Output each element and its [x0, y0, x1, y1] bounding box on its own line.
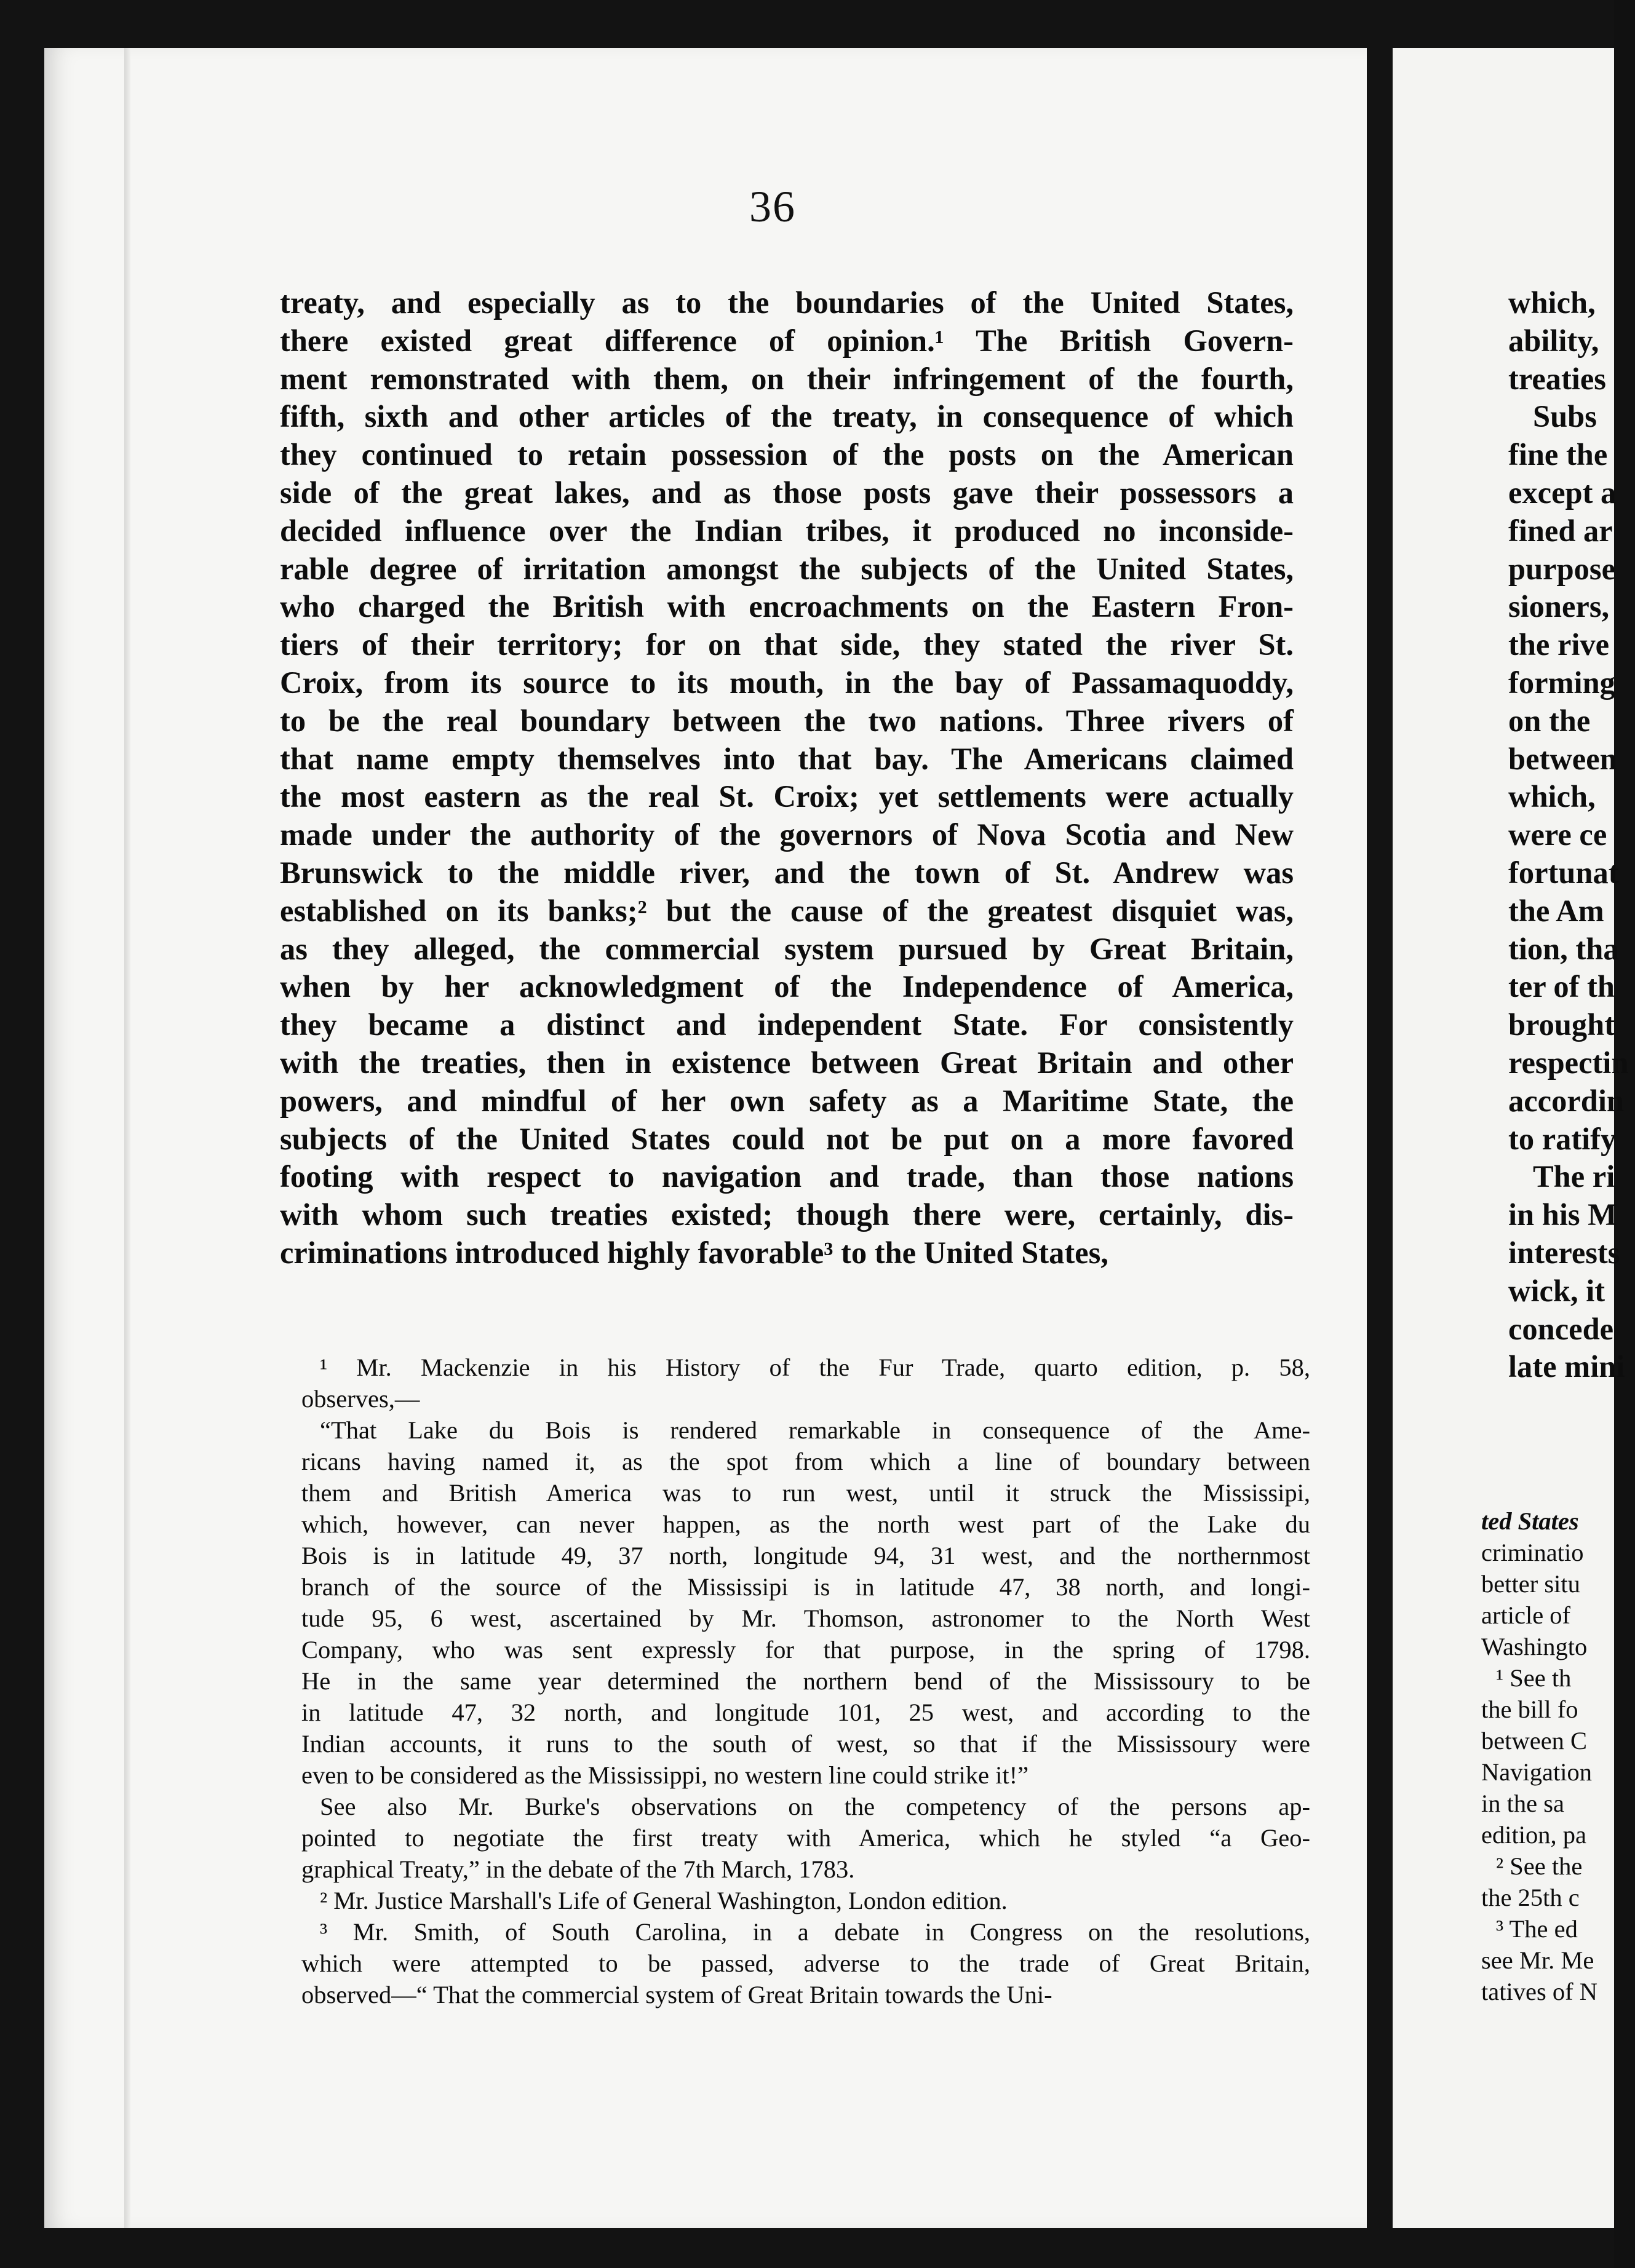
- body-line: there existed great difference of opinion.¹ The British Govern-: [280, 323, 1294, 358]
- body-line: to be the real boundary between the two nations. Three rivers of: [280, 703, 1294, 738]
- right-page-line: concede: [1508, 1311, 1614, 1346]
- right-page-line: fortunat: [1508, 855, 1619, 890]
- right-page-line: were ce: [1508, 817, 1607, 852]
- right-footnote-line: tatives of N: [1481, 1978, 1597, 2005]
- body-line: they became a distinct and independent State. For consistently: [280, 1007, 1294, 1042]
- footnote-line: Company, who was sent expressly for that purpose, in the spring of 1798.: [301, 1636, 1310, 1663]
- footnote-line: “That Lake du Bois is rendered remarkable in consequence of the Ame-: [320, 1416, 1310, 1444]
- right-footnote-line: Washingto: [1481, 1633, 1588, 1660]
- right-page-line: purpose: [1508, 551, 1615, 586]
- right-page-line: forming: [1508, 665, 1615, 700]
- right-page-line: respectin: [1508, 1045, 1629, 1080]
- body-line: with whom such treaties existed; though there were, certainly, dis-: [280, 1197, 1294, 1232]
- right-footnote-line: ² See the: [1496, 1852, 1583, 1880]
- right-page-line: tion, tha: [1508, 931, 1619, 966]
- body-line: treaty, and especially as to the boundaries of the United States,: [280, 285, 1294, 320]
- body-line: that name empty themselves into that bay. The Americans claimed: [280, 741, 1294, 776]
- right-page-line: in his M: [1508, 1197, 1617, 1232]
- right-footnote-line: article of: [1481, 1601, 1571, 1629]
- right-page-line: The ri: [1533, 1159, 1615, 1194]
- right-page-line: the Am: [1508, 893, 1604, 928]
- body-line: as they alleged, the commercial system pursued by Great Britain,: [280, 931, 1294, 966]
- right-page-line: treaties: [1508, 361, 1606, 396]
- right-page-line: sioners,: [1508, 589, 1610, 624]
- right-page-line: to ratify: [1508, 1121, 1617, 1156]
- footnote-line: them and British America was to run west, until it struck the Mississipi,: [301, 1479, 1310, 1507]
- footnote-line: ² Mr. Justice Marshall's Life of General Washington, London edition.: [320, 1887, 1008, 1914]
- right-footnote-line: ted States: [1481, 1507, 1579, 1535]
- footnote-line: See also Mr. Burke's observations on the competency of the persons ap-: [320, 1793, 1310, 1820]
- body-line: when by her acknowledgment of the Independence of America,: [280, 969, 1294, 1004]
- right-page-footnotes: [1481, 1505, 1635, 2007]
- body-line: made under the authority of the governors of Nova Scotia and New: [280, 817, 1294, 852]
- right-page-line: accordin: [1508, 1083, 1624, 1118]
- right-footnote-line: Navigation: [1481, 1758, 1592, 1786]
- body-line: the most eastern as the real St. Croix; yet settlements were actually: [280, 779, 1294, 814]
- right-page-line: ter of th: [1508, 969, 1615, 1004]
- right-page-text: [1508, 284, 1631, 1386]
- body-line: decided influence over the Indian tribes, it produced no inconside-: [280, 513, 1294, 548]
- body-line: footing with respect to navigation and trade, than those nations: [280, 1159, 1294, 1194]
- body-line: tiers of their territory; for on that side, they stated the river St.: [280, 627, 1294, 662]
- body-line: Brunswick to the middle river, and the town of St. Andrew was: [280, 855, 1294, 890]
- right-footnote-line: between C: [1481, 1727, 1588, 1755]
- footnote-line: He in the same year determined the northern bend of the Mississoury to be: [301, 1667, 1310, 1695]
- body-line: subjects of the United States could not be put on a more favored: [280, 1121, 1294, 1156]
- footnote-line: observes,—: [301, 1385, 420, 1413]
- right-page-line: interests: [1508, 1235, 1620, 1270]
- right-page-line: which,: [1508, 285, 1596, 320]
- footnote-line: ¹ Mr. Mackenzie in his History of the Fur Trade, quarto edition, p. 58,: [320, 1354, 1310, 1381]
- right-page-line: which,: [1508, 779, 1596, 814]
- right-page-line: wick, it: [1508, 1273, 1605, 1308]
- footnote-line: ³ Mr. Smith, of South Carolina, in a debate in Congress on the resolutions,: [320, 1918, 1310, 1946]
- right-page-line: ability,: [1508, 323, 1599, 358]
- page-fold-shadow: [124, 48, 130, 2228]
- body-line: with the treaties, then in existence between Great Britain and other: [280, 1045, 1294, 1080]
- footnote-line: in latitude 47, 32 north, and longitude 101, 25 west, and according to the: [301, 1699, 1310, 1726]
- page-number: 36: [749, 182, 796, 231]
- footnote-line: even to be considered as the Mississippi, no western line could strike it!”: [301, 1761, 1029, 1789]
- right-footnote-line: ¹ See th: [1496, 1664, 1572, 1692]
- body-line: ment remonstrated with them, on their infringement of the fourth,: [280, 361, 1294, 396]
- footnote-line: observed—“ That the commercial system of Great Britain towards the Uni-: [301, 1981, 1052, 2008]
- body-line: they continued to retain possession of the posts on the American: [280, 437, 1294, 472]
- right-page-line: late mini: [1508, 1349, 1625, 1384]
- right-page-line: fine the: [1508, 437, 1608, 472]
- footnote-line: Bois is in latitude 49, 37 north, longitude 94, 31 west, and the northernmost: [301, 1542, 1310, 1569]
- footnotes: [301, 1352, 1310, 2010]
- body-text: [280, 284, 1294, 1272]
- body-line: fifth, sixth and other articles of the treaty, in consequence of which: [280, 399, 1294, 434]
- right-footnote-line: ³ The ed: [1496, 1915, 1578, 1943]
- footnote-line: ricans having named it, as the spot from which a line of boundary between: [301, 1448, 1310, 1475]
- footnote-line: Indian accounts, it runs to the south of west, so that if the Mississoury were: [301, 1730, 1310, 1758]
- right-footnote-line: in the sa: [1481, 1790, 1564, 1817]
- right-page-line: except a: [1508, 475, 1617, 510]
- right-footnote-line: better situ: [1481, 1570, 1580, 1598]
- body-line: who charged the British with encroachments on the Eastern Fron-: [280, 589, 1294, 624]
- body-line: Croix, from its source to its mouth, in the bay of Passamaquoddy,: [280, 665, 1294, 700]
- right-page-line: between: [1508, 741, 1617, 776]
- footnote-line: which were attempted to be passed, adverse to the trade of Great Britain,: [301, 1949, 1310, 1977]
- right-page-line: on the: [1508, 703, 1591, 738]
- footnote-line: branch of the source of the Mississipi is in latitude 47, 38 north, and longi-: [301, 1573, 1310, 1601]
- right-footnote-line: see Mr. Me: [1481, 1946, 1594, 1974]
- body-line: rable degree of irritation amongst the subjects of the United States,: [280, 551, 1294, 586]
- right-page-line: fined ar: [1508, 513, 1613, 548]
- body-line: criminations introduced highly favorable³ to the United States,: [280, 1235, 1108, 1270]
- right-page-line: the rive: [1508, 627, 1610, 662]
- right-page-line: brought: [1508, 1007, 1615, 1042]
- body-line: established on its banks;² but the cause of the greatest disquiet was,: [280, 893, 1294, 928]
- body-line: powers, and mindful of her own safety as a Maritime State, the: [280, 1083, 1294, 1118]
- footnote-line: graphical Treaty,” in the debate of the 7th March, 1783.: [301, 1855, 855, 1883]
- footnote-line: tude 95, 6 west, ascertained by Mr. Thomson, astronomer to the North West: [301, 1604, 1310, 1632]
- footnote-line: pointed to negotiate the first treaty with America, which he styled “a Geo-: [301, 1824, 1310, 1852]
- right-page-line: Subs: [1533, 399, 1597, 434]
- body-line: side of the great lakes, and as those posts gave their possessors a: [280, 475, 1294, 510]
- footnote-line: which, however, can never happen, as the north west part of the Lake du: [301, 1510, 1310, 1538]
- right-footnote-line: edition, pa: [1481, 1821, 1586, 1849]
- right-footnote-line: the 25th c: [1481, 1884, 1580, 1911]
- right-footnote-line: the bill fo: [1481, 1695, 1578, 1723]
- right-footnote-line: criminatio: [1481, 1539, 1584, 1566]
